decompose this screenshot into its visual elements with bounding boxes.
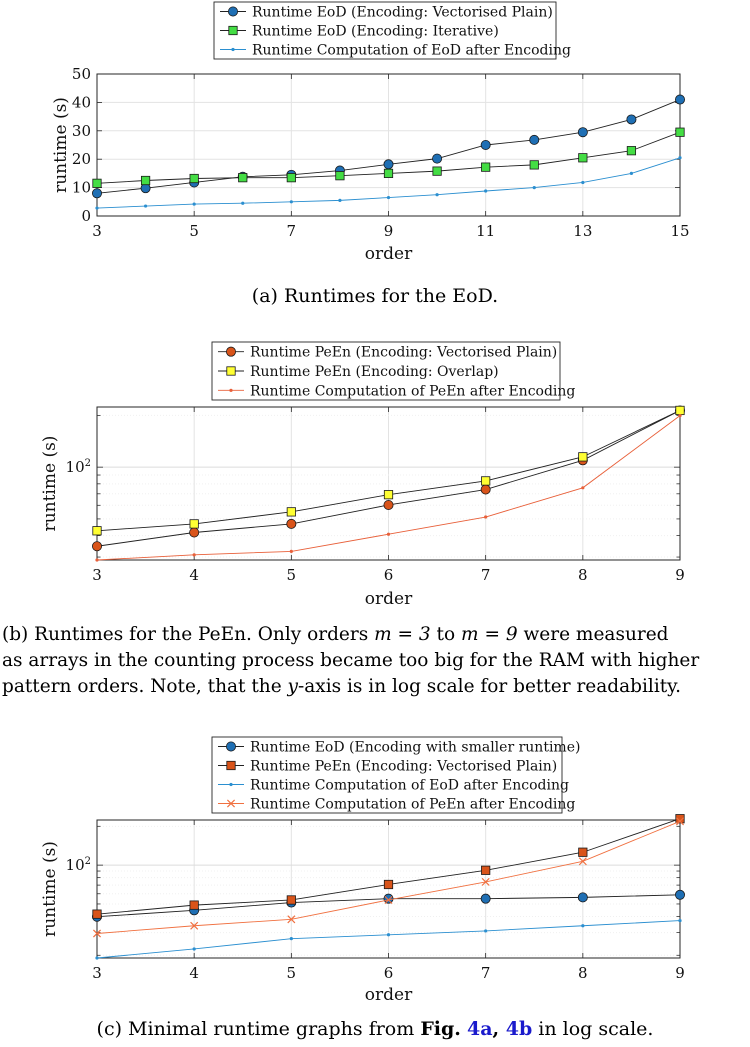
data-point bbox=[384, 490, 392, 498]
y-tick-label: 30 bbox=[71, 121, 91, 140]
data-point bbox=[530, 135, 539, 144]
data-point bbox=[384, 880, 392, 888]
data-point bbox=[484, 189, 487, 192]
data-point bbox=[678, 156, 681, 159]
data-point bbox=[141, 176, 149, 184]
legend-entry-label: Runtime EoD (Encoding: Iterative) bbox=[252, 23, 499, 40]
x-tick-label: 5 bbox=[286, 566, 297, 584]
legend bbox=[214, 2, 571, 59]
x-tick-label: 8 bbox=[578, 964, 588, 982]
data-point bbox=[433, 167, 441, 175]
legend-swatch-marker bbox=[226, 347, 235, 356]
x-tick-label: 15 bbox=[670, 222, 690, 240]
data-point bbox=[93, 179, 101, 187]
x-tick-label: 7 bbox=[480, 566, 491, 584]
x-axis-label: order bbox=[364, 589, 413, 609]
x-tick-label: 3 bbox=[92, 964, 102, 982]
data-point bbox=[630, 172, 633, 175]
legend-swatch-marker bbox=[231, 48, 234, 51]
data-point bbox=[675, 95, 684, 104]
legend-entry-label: Runtime Computation of EoD after Encoding bbox=[252, 42, 571, 59]
data-point bbox=[92, 542, 101, 551]
data-point bbox=[144, 204, 147, 207]
data-point bbox=[481, 163, 489, 171]
legend-entry-label: Runtime EoD (Encoding: Vectorised Plain) bbox=[252, 4, 553, 21]
caption-b bbox=[2, 622, 748, 700]
legend-entry-label: Runtime PeEn (Encoding: Vectorised Plain) bbox=[250, 758, 558, 775]
x-tick-label: 7 bbox=[480, 964, 491, 982]
data-point bbox=[287, 896, 295, 904]
data-point bbox=[676, 406, 684, 414]
legend-entry-label: Runtime PeEn (Encoding: Overlap) bbox=[250, 364, 499, 380]
y-tick-label: $10^2$ bbox=[65, 856, 91, 875]
x-tick-label: 6 bbox=[383, 566, 394, 584]
x-tick-label: 7 bbox=[286, 222, 297, 240]
data-point bbox=[290, 550, 293, 553]
legend-swatch-marker bbox=[227, 367, 235, 375]
data-point bbox=[578, 128, 587, 137]
caption-c: (c) Minimal runtime graphs from Fig. 4a, 4b in log scale. bbox=[96, 1018, 654, 1040]
x-tick-label: 5 bbox=[189, 222, 199, 240]
legend-swatch-marker bbox=[226, 742, 235, 751]
data-point bbox=[93, 527, 101, 535]
data-point bbox=[484, 515, 487, 518]
fig-4a-link[interactable]: 4a bbox=[466, 1018, 493, 1040]
y-tick-label: 40 bbox=[71, 93, 91, 112]
data-point bbox=[581, 486, 584, 489]
data-point bbox=[579, 848, 587, 856]
data-point bbox=[384, 894, 393, 903]
data-point bbox=[481, 866, 489, 874]
chart-b bbox=[40, 342, 685, 609]
data-point bbox=[387, 933, 390, 936]
data-point bbox=[530, 161, 538, 169]
x-axis-label: order bbox=[364, 244, 413, 264]
data-point bbox=[95, 558, 98, 561]
legend-swatch-marker bbox=[227, 761, 235, 769]
x-tick-label: 9 bbox=[383, 222, 394, 240]
data-point bbox=[193, 202, 196, 205]
y-tick-label: 20 bbox=[71, 150, 91, 169]
x-tick-label: 3 bbox=[92, 566, 102, 584]
y-axis-label: runtime (s) bbox=[40, 435, 60, 532]
data-point bbox=[190, 528, 199, 537]
data-point bbox=[481, 140, 490, 149]
data-point bbox=[190, 901, 198, 909]
data-point bbox=[290, 200, 293, 203]
caption-b-line-1: (b) Runtimes for the PeEn. Only orders m = 3 to m = 9 were measured bbox=[2, 624, 669, 645]
data-point bbox=[484, 929, 487, 932]
data-point bbox=[579, 453, 587, 461]
data-point bbox=[384, 500, 393, 509]
caption-b-line-2: as arrays in the counting process became too big for the RAM with higher bbox=[2, 650, 700, 671]
legend-entry-label: Runtime Computation of PeEn after Encoding bbox=[250, 383, 576, 400]
x-tick-label: 13 bbox=[573, 222, 593, 240]
x-tick-label: 8 bbox=[578, 566, 588, 584]
data-point bbox=[239, 173, 247, 181]
legend-swatch-marker bbox=[229, 26, 237, 34]
data-point bbox=[675, 890, 684, 899]
data-point bbox=[190, 174, 198, 182]
x-tick-label: 9 bbox=[675, 964, 685, 982]
chart-a bbox=[51, 2, 690, 264]
y-tick-label: $10^2$ bbox=[65, 458, 91, 477]
x-tick-label: 11 bbox=[476, 222, 496, 240]
x-tick-label: 3 bbox=[92, 222, 102, 240]
y-tick-label: 50 bbox=[71, 65, 91, 83]
legend-swatch-marker bbox=[228, 7, 237, 16]
caption-a-text: (a) Runtimes for the EoD. bbox=[251, 285, 499, 307]
data-point bbox=[678, 919, 681, 922]
data-point bbox=[581, 924, 584, 927]
data-point bbox=[92, 189, 101, 198]
chart-c bbox=[40, 737, 685, 1005]
y-tick-label: 0 bbox=[81, 207, 91, 225]
data-point bbox=[384, 169, 392, 177]
y-axis-label: runtime (s) bbox=[40, 841, 60, 937]
data-point bbox=[336, 171, 344, 179]
data-point bbox=[338, 199, 341, 202]
data-point bbox=[435, 193, 438, 196]
fig-4b-link[interactable]: 4b bbox=[505, 1018, 533, 1040]
data-point bbox=[581, 181, 584, 184]
x-tick-label: 6 bbox=[383, 964, 394, 982]
legend bbox=[212, 342, 575, 400]
data-point bbox=[387, 196, 390, 199]
x-axis-label: order bbox=[364, 985, 413, 1005]
x-tick-label: 5 bbox=[286, 964, 297, 982]
data-point bbox=[287, 519, 296, 528]
x-tick-label: 4 bbox=[189, 964, 199, 982]
data-point bbox=[578, 893, 587, 902]
caption-b-line-3: pattern orders. Note, that the y-axis is in log scale for better readability. bbox=[2, 676, 682, 697]
legend-entry-label: Runtime Computation of PeEn after Encoding bbox=[250, 796, 576, 813]
data-point bbox=[678, 414, 681, 417]
legend-entry-label: Runtime PeEn (Encoding: Vectorised Plain) bbox=[250, 344, 558, 361]
data-point bbox=[287, 173, 295, 181]
data-point bbox=[481, 477, 489, 485]
data-point bbox=[627, 146, 635, 154]
data-point bbox=[387, 533, 390, 536]
x-tick-label: 4 bbox=[189, 566, 199, 584]
gridlines bbox=[97, 74, 680, 216]
data-point bbox=[384, 160, 393, 169]
data-point bbox=[190, 520, 198, 528]
legend bbox=[212, 737, 580, 813]
data-point bbox=[533, 186, 536, 189]
data-point bbox=[432, 154, 441, 163]
legend-swatch-marker bbox=[229, 389, 232, 392]
data-point bbox=[193, 947, 196, 950]
caption-a bbox=[0, 285, 750, 307]
legend-swatch-marker bbox=[229, 783, 232, 786]
legend-entry-label: Runtime Computation of EoD after Encoding bbox=[250, 777, 569, 794]
y-axis-label: runtime (s) bbox=[51, 97, 71, 193]
data-point bbox=[579, 154, 587, 162]
data-point bbox=[290, 937, 293, 940]
data-point bbox=[95, 206, 98, 209]
legend-entry-label: Runtime EoD (Encoding with smaller runtime) bbox=[250, 739, 581, 756]
data-point bbox=[481, 894, 490, 903]
data-point bbox=[481, 485, 490, 494]
y-tick-label: 10 bbox=[71, 178, 91, 197]
x-tick-label: 9 bbox=[675, 566, 685, 584]
data-point bbox=[95, 956, 98, 959]
data-point bbox=[93, 910, 101, 918]
data-point bbox=[627, 115, 636, 124]
data-point bbox=[287, 508, 295, 516]
data-point bbox=[241, 202, 244, 205]
data-point bbox=[193, 553, 196, 556]
data-point bbox=[676, 128, 684, 136]
gridlines bbox=[97, 407, 680, 560]
